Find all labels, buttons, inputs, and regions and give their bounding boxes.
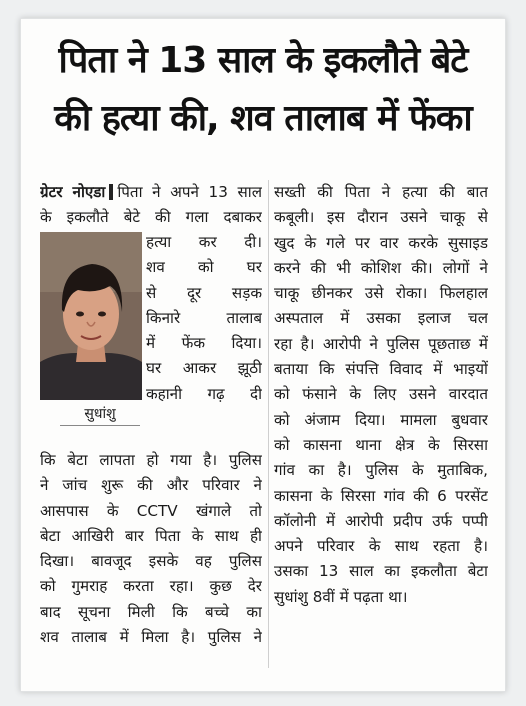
col2-line: अपने परिवार के साथ रहता है।: [274, 537, 488, 556]
col1-wrap-line: हत्या कर दी।: [146, 233, 262, 251]
dateline: ग्रेटर नोएडा: [40, 183, 106, 201]
col2-line: कॉलोनी में आरोपी प्रदीप उर्फ पप्पी: [274, 511, 488, 530]
col2-line: सुधांशु 8वीं में पढ़ता था।: [274, 587, 408, 606]
col1-wrap-line: घर आकर झूठी: [146, 359, 262, 378]
col1-line: बेटा आखिरी बार पिता के साथ ही: [40, 526, 262, 545]
col2-line: कासना के सिरसा गांव की 6 परसेंट: [274, 486, 488, 505]
col2-line: गांव का है। पुलिस के मुताबिक,: [274, 461, 488, 480]
col2-line: रहा है। आरोपी ने पुलिस पूछताछ में: [274, 334, 488, 353]
col1-wrap-line: कहानी गढ़ दी: [146, 384, 262, 403]
col2: [274, 180, 488, 610]
col1-line: कि बेटा लापता हो गया है। पुलिस: [40, 451, 262, 469]
col1-bottom: [40, 448, 262, 650]
col1-wrap-line: में फेंक दिया।: [146, 334, 262, 353]
col1-line: शव तालाब में मिला है। पुलिस ने: [40, 628, 262, 647]
col2-line: को फंसाने के लिए उसने वारदात: [274, 385, 488, 404]
col1-line: आसपास के CCTV खंगाले तो: [40, 501, 262, 520]
col2-line: को अंजाम दिया। मामला बुधवार: [274, 410, 488, 429]
headline-line-1: पिता ने 13 साल के इकलौते बेटे: [58, 40, 468, 81]
col1-wrap-line: से दूर सड़क: [146, 283, 262, 302]
headline: [14, 32, 512, 148]
col2-line: करने की भी कोशिश की। लोगों ने: [274, 258, 488, 277]
col2-line: खुद के गले पर वार करके सुसाइड: [274, 233, 488, 252]
col1-line: ने जांच शुरू की और परिवार ने: [40, 476, 262, 495]
col1-top: [40, 180, 262, 231]
headline-line-2: की हत्या की, शव तालाब में फेंका: [54, 98, 472, 139]
portrait-photo: [40, 232, 142, 400]
col1-wrap: [146, 230, 262, 407]
col1-wrap-line: शव को घर: [146, 258, 262, 277]
col1-line-2: के इकलौते बेटे की गला दबाकर: [40, 208, 262, 227]
portrait-image: [40, 232, 142, 400]
col2-line: उसका 13 साल का इकलौता बेटा: [274, 562, 488, 581]
col2-line: चाकू छीनकर उसे रोका। फिलहाल: [274, 284, 488, 303]
col2-line: कबूली। इस दौरान उसने चाकू से: [274, 208, 488, 227]
col2-line: बताया कि संपत्ति विवाद में भाइयों: [274, 360, 488, 379]
col1-line-1: ग्रेटर नोएडा पिता ने अपने 13 साल: [40, 183, 262, 201]
col1-wrap-line: किनारे तालाब: [146, 308, 262, 327]
col1-line: दिखा। बावजूद इसके वह पुलिस: [40, 552, 262, 571]
photo-caption: सुधांशु: [60, 404, 140, 426]
column-divider: [268, 180, 269, 668]
col2-line: सख्ती की पिता ने हत्या की बात: [274, 183, 488, 201]
col2-line: अस्पताल में उसका इलाज चल: [274, 309, 488, 328]
col1-line: बाद सूचना मिली कि बच्चे का: [40, 602, 262, 621]
col2-line: को कासना थाना क्षेत्र के सिरसा: [274, 435, 488, 454]
dateline-divider: [109, 184, 113, 200]
col1-line: को गुमराह करता रहा। कुछ देर: [40, 577, 262, 596]
